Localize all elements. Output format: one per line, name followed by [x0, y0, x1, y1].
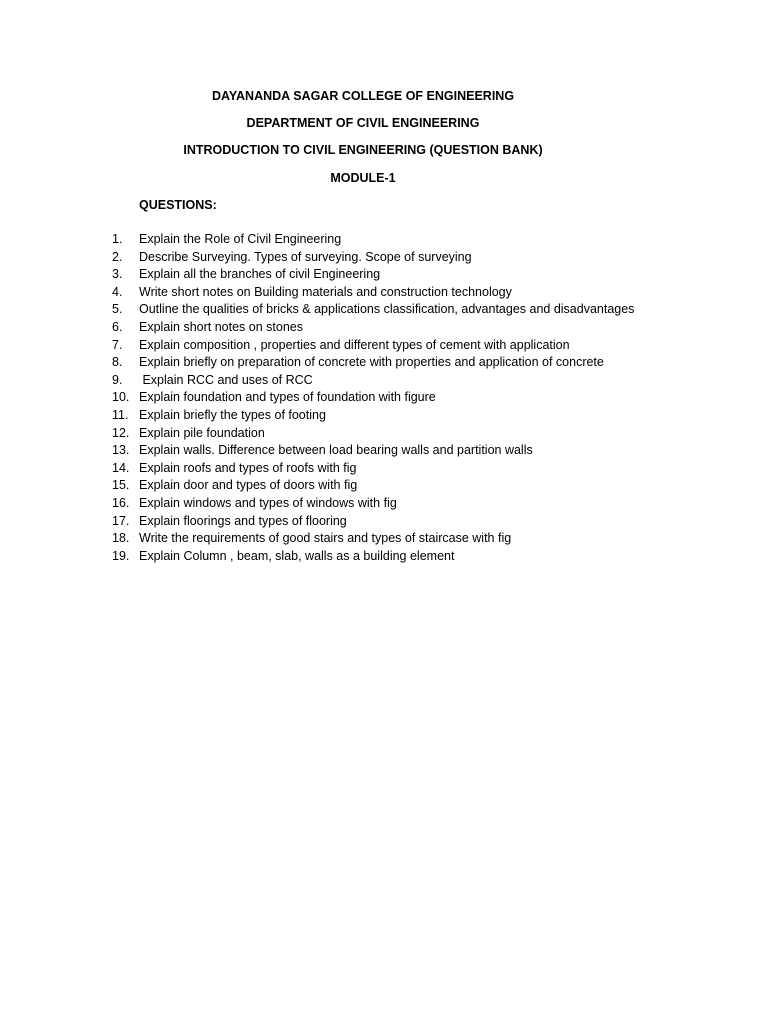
- question-number: 3.: [112, 267, 123, 282]
- list-item: [0, 354, 740, 372]
- list-item: [0, 266, 740, 284]
- list-item: [0, 231, 740, 249]
- question-number: 2.: [112, 249, 123, 264]
- question-number: 17.: [112, 513, 130, 528]
- list-item: [0, 548, 740, 566]
- question-number: 7.: [112, 337, 123, 352]
- question-number: 18.: [112, 531, 130, 546]
- question-number: 12.: [112, 425, 130, 440]
- question-text: Explain door and types of doors with fig: [139, 478, 358, 493]
- list-item: [0, 407, 740, 425]
- list-item: [0, 425, 740, 443]
- question-text: Explain Column , beam, slab, walls as a building element: [139, 548, 455, 563]
- question-number: 8.: [112, 355, 123, 370]
- list-item: [0, 442, 740, 460]
- questions-list: [0, 231, 740, 565]
- course-title: INTRODUCTION TO CIVIL ENGINEERING (QUESTION BANK): [183, 143, 543, 157]
- question-number: 10.: [112, 390, 130, 405]
- question-number: 13.: [112, 443, 130, 458]
- list-item: [0, 530, 740, 548]
- list-item: [0, 389, 740, 407]
- list-item: [0, 495, 740, 513]
- department-title: DEPARTMENT OF CIVIL ENGINEERING: [246, 116, 480, 130]
- question-text: Explain foundation and types of foundation with figure: [139, 390, 436, 405]
- question-number: 4.: [112, 284, 123, 299]
- list-item: [0, 301, 740, 319]
- list-item: [0, 460, 740, 478]
- list-item: [0, 284, 740, 302]
- question-number: 6.: [112, 319, 123, 334]
- question-text: Explain briefly the types of footing: [139, 407, 326, 422]
- list-item: [0, 319, 740, 337]
- question-text: Explain pile foundation: [139, 425, 265, 440]
- questions-label: QUESTIONS:: [139, 198, 217, 212]
- question-number: 14.: [112, 460, 130, 475]
- question-text: Explain the Role of Civil Engineering: [139, 232, 342, 246]
- question-text: Write short notes on Building materials and construction technology: [139, 284, 512, 299]
- question-number: 1.: [112, 232, 123, 246]
- list-item: [0, 477, 740, 495]
- question-text: Outline the qualities of bricks & applications classification, advantages and disadvantages: [139, 302, 635, 317]
- question-number: 16.: [112, 495, 130, 510]
- question-number: 11.: [112, 407, 129, 422]
- question-number: 5.: [112, 302, 123, 317]
- question-number: 9.: [112, 372, 123, 387]
- question-text: Explain floorings and types of flooring: [139, 513, 347, 528]
- question-text: Explain RCC and uses of RCC: [139, 372, 313, 387]
- list-item: [0, 337, 740, 355]
- question-text: Explain short notes on stones: [139, 319, 303, 334]
- question-text: Explain briefly on preparation of concrete with properties and application of concrete: [139, 355, 604, 370]
- list-item: [0, 249, 740, 267]
- question-text: Describe Surveying. Types of surveying. Scope of surveying: [139, 249, 472, 264]
- question-number: 19.: [112, 548, 130, 563]
- question-text: Explain windows and types of windows with fig: [139, 495, 397, 510]
- list-item: [0, 372, 740, 390]
- question-number: 15.: [112, 478, 130, 493]
- question-text: Explain roofs and types of roofs with fig: [139, 460, 357, 475]
- list-item: [0, 513, 740, 531]
- college-title: DAYANANDA SAGAR COLLEGE OF ENGINEERING: [211, 89, 515, 103]
- question-text: Explain all the branches of civil Engineering: [139, 267, 381, 282]
- question-text: Write the requirements of good stairs and types of staircase with fig: [139, 531, 512, 546]
- question-text: Explain walls. Difference between load bearing walls and partition walls: [139, 443, 533, 458]
- question-text: Explain composition , properties and different types of cement with application: [139, 337, 570, 352]
- module-title: MODULE-1: [330, 171, 396, 185]
